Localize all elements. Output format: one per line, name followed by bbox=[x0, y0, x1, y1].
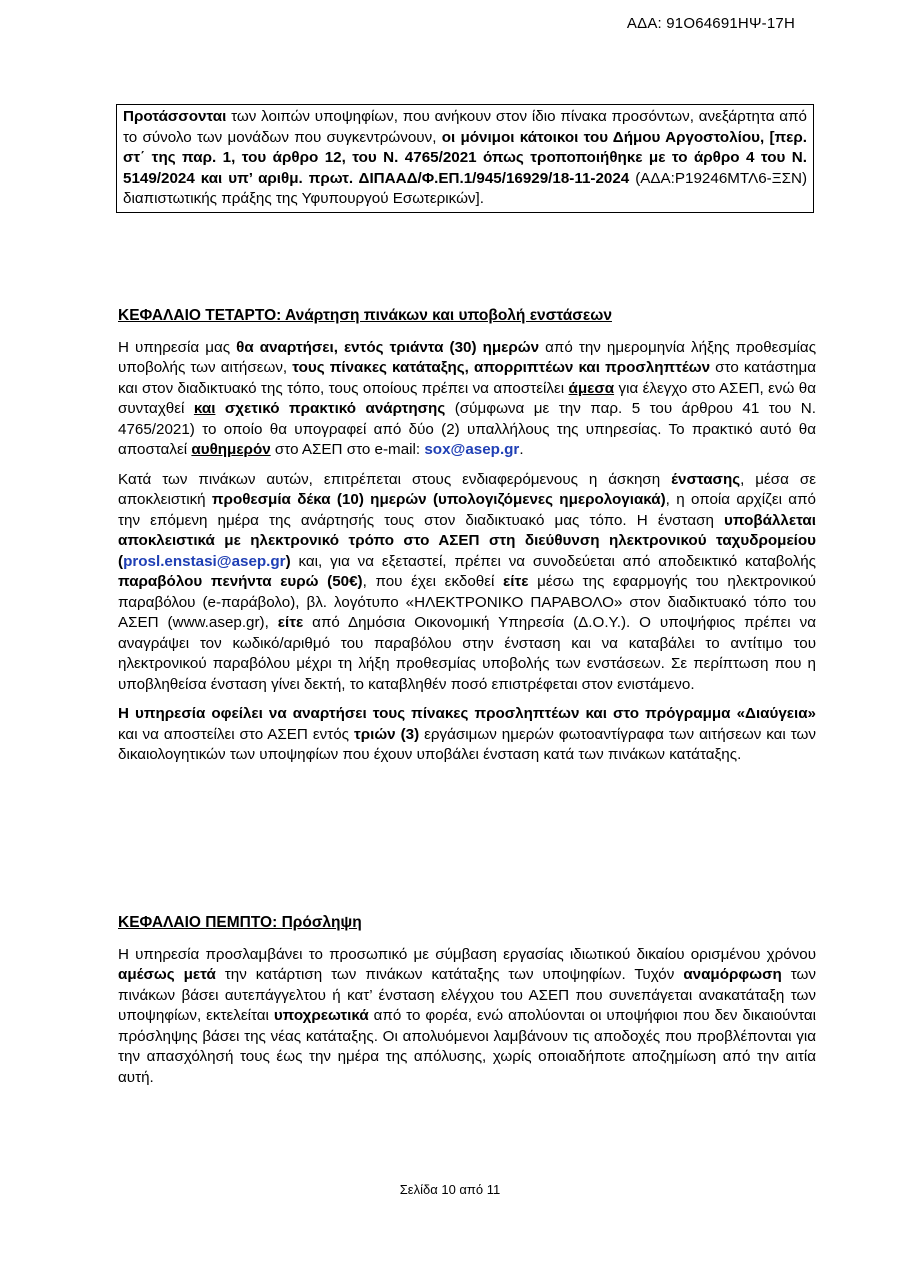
chapter-five-heading: ΚΕΦΑΛΑΙΟ ΠΕΜΠΤΟ: Πρόσληψη bbox=[118, 914, 362, 931]
page-number: Σελίδα 10 από 11 bbox=[399, 1182, 501, 1197]
sox-email-link[interactable]: sox@asep.gr bbox=[424, 441, 520, 458]
box-text: (ΑΔΑ:Ρ19246ΜΤΛ6-ΞΣΝ) διαπιστωτικής πράξης της Υφυπουργού Εσωτερικών]. bbox=[123, 169, 807, 207]
priority-notice-box bbox=[116, 104, 814, 213]
chapter-four-section bbox=[118, 306, 816, 775]
box-text: των λοιπών υποψηφίων, που ανήκουν στον ίδιο πίνακα προσόντων, ανεξάρτητα από το σύνολο των μονάδων που συγκεντρώνουν, bbox=[123, 108, 807, 146]
chapter-five-paragraph-1: Η υπηρεσία προσλαμβάνει το προσωπικό με σύμβαση εργασίας ιδιωτικού δικαίου ορισμένου χρόνου αμέσως μετά την κατάρτιση των πινάκων κατάταξης των υποψηφίων. Τυχόν αναμόρφωση των πινάκων βάσει αυτεπάγγελτου ή κατ’ ένσταση ελέγχου του ΑΣΕΠ που συνεπάγεται ανακατάταξη των υποψηφίων, εκτελείται υποχρεωτικά από το φορέα, ενώ απολύονται οι υποψήφιοι που δεν δικαιούνται πρόσληψης βάσει της νέας κατάταξης. Οι απολυόμενοι λαμβάνουν τις αποδοχές που προβλέπονται για την απασχόλησή τους έως την ημέρα της απόλυσης, χωρίς οποιαδήποτε αποζημίωση από την αιτία αυτή. bbox=[118, 945, 817, 1086]
chapter-five-section bbox=[118, 913, 816, 1097]
chapter-four-paragraph-2: Κατά των πινάκων αυτών, επιτρέπεται στους ενδιαφερόμενους η άσκηση ένστασης, μέσα σε αποκλειστική προθεσμία δέκα (10) ημερών (υπολογιζόμενες ημερολογιακά), η οποία αρχίζει από την επόμενη ημέρα της ανάρτησής τους στον διαδικτυακό μας τόπο. Η ένσταση υποβάλλεται αποκλειστικά με ηλεκτρονικό τρόπο στο ΑΣΕΠ στη διεύθυνση ηλεκτρονικού ταχυδρομείου (prosl.enstasi@asep.gr) και, για να εξεταστεί, πρέπει να συνοδεύεται από αποδεικτικό καταβολής παραβόλου πενήντα ευρώ (50€), που έχει εκδοθεί είτε μέσω της εφαρμογής του ηλεκτρονικού παραβόλου (e-παράβολο), βλ. λογότυπο «ΗΛΕΚΤΡΟΝΙΚΟ ΠΑΡΑΒΟΛΟ» στον διαδικτυακό τόπο του ΑΣΕΠ (www.asep.gr), είτε από Δημόσια Οικονομική Υπηρεσία (Δ.Ο.Υ.). Ο υποψήφιος πρέπει να αναγράψει τον κωδικό/αριθμό του παραβόλου στην ένσταση και να καταβάλει το αντίτιμο του ηλεκτρονικού παραβόλου μέχρι τη λήξη προθεσμίας υποβολής των ενστάσεων. Σε περίπτωση που η υποβληθείσα ένσταση γίνει δεκτή, το καταβληθέν ποσό επιστρέφεται στον ενιστάμενο. bbox=[118, 470, 816, 693]
box-text-bold: Προτάσσονται bbox=[123, 108, 227, 125]
ada-code: ΑΔΑ: 91Ο64691ΗΨ-17Η bbox=[626, 15, 795, 32]
chapter-four-heading: ΚΕΦΑΛΑΙΟ ΤΕΤΑΡΤΟ: Ανάρτηση πινάκων και υποβολή ενστάσεων bbox=[118, 307, 612, 324]
enstasi-email-link[interactable]: prosl.enstasi@asep.gr bbox=[123, 552, 286, 570]
chapter-four-paragraph-1: Η υπηρεσία μας θα αναρτήσει, εντός τριάντα (30) ημερών από την ημερομηνία λήξης προθεσμίας υποβολής των αιτήσεων, τους πίνακες κατάταξης, απορριπτέων και προσληπτέων στο κατάστημα και στον διαδικτυακό της τόπο, τους οποίους πρέπει να αποστείλει άμεσα για έλεγχο στο ΑΣΕΠ, ενώ θα συνταχθεί και σχετικό πρακτικό ανάρτησης (σύμφωνα με την παρ. 5 του άρθρου 41 του Ν. 4765/2021) το οποίο θα υπογραφεί από δύο (2) υπαλλήλους της υπηρεσίας. Το πρακτικό αυτό θα αποσταλεί αυθημερόν στο ΑΣΕΠ στο e-mail: sox@asep.gr. bbox=[118, 338, 817, 458]
box-text-bold: οι μόνιμοι κάτοικοι του Δήμου Αργοστολίου, [περ. στ΄ της παρ. 1, του άρθρο 12, του Ν. 4765/2021 όπως τροποποιήθηκε με το άρθρο 4 του Ν. 5149/2024 και υπ’ αριθμ. πρωτ. ΔΙΠΑΑΔ/Φ.ΕΠ.1/945/16929/18-11-2024 bbox=[123, 128, 807, 187]
chapter-four-paragraph-3: Η υπηρεσία οφείλει να αναρτήσει τους πίνακες προσληπτέων και στο πρόγραμμα «Διαύγεια» και να αποστείλει στο ΑΣΕΠ εντός τριών (3) εργάσιμων ημερών φωτοαντίγραφα των αιτήσεων και των δικαιολογητικών των υποψηφίων που έχουν υποβάλει ένσταση κατά των πινάκων κατάταξης. bbox=[118, 705, 817, 763]
